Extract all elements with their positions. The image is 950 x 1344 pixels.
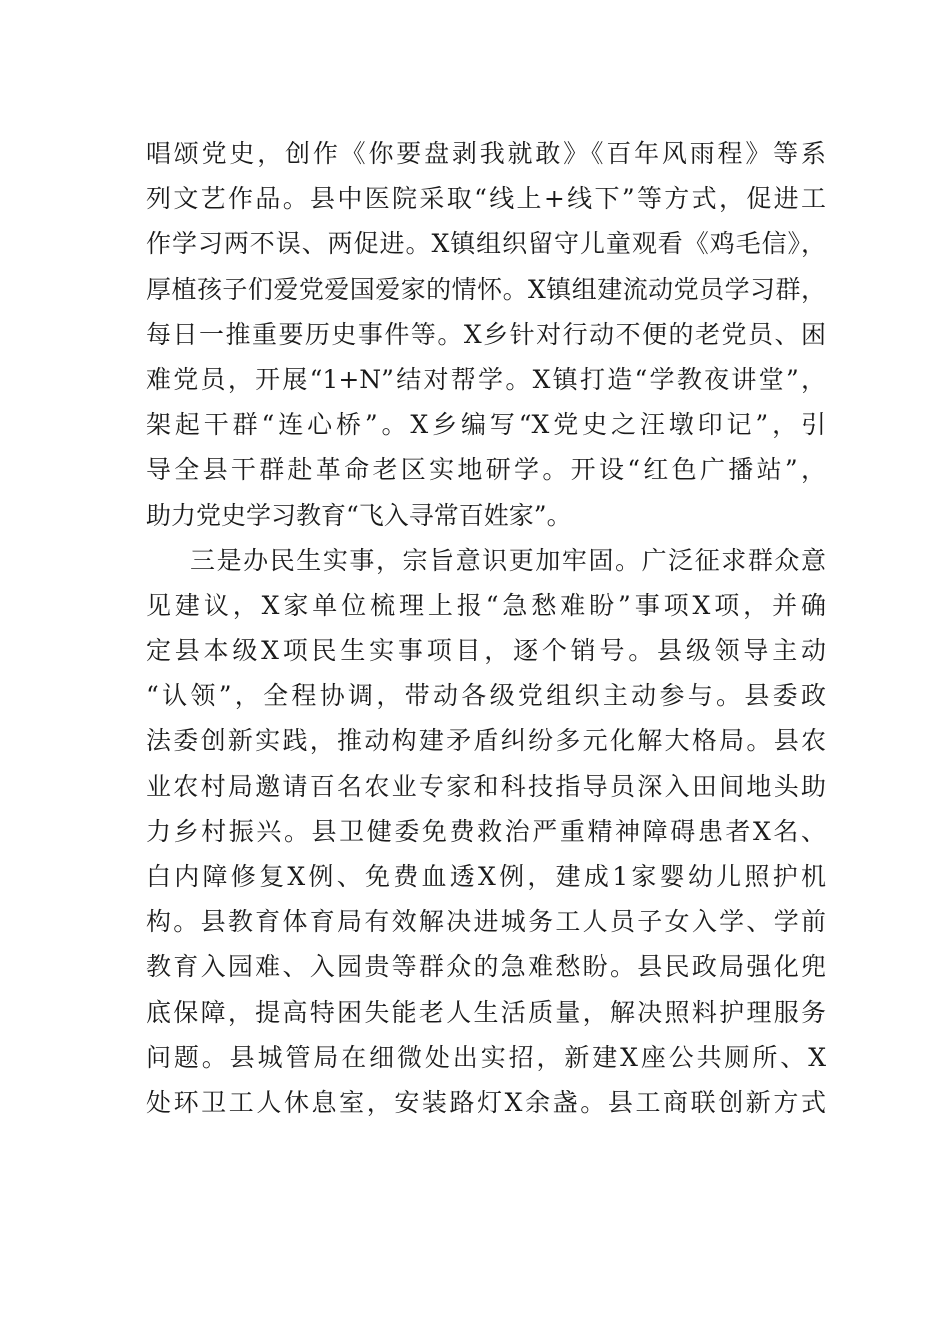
text-line-15: 业农村局邀请百名农业专家和科技指导员深入田间地头助 xyxy=(146,771,826,801)
body-text xyxy=(146,131,826,1125)
text-line-5: 每日一推重要历史事件等。X乡针对行动不便的老党员、困 xyxy=(146,319,826,349)
text-line-11: 见建议，X家单位梳理上报“急愁难盼”事项X项，并确 xyxy=(146,590,826,620)
text-line-20: 底保障，提高特困失能老人生活质量，解决照料护理服务 xyxy=(146,997,826,1027)
text-line-9: 助力党史学习教育“飞入寻常百姓家”。 xyxy=(146,500,572,530)
text-line-22: 处环卫工人休息室，安装路灯X余盏。县工商联创新方式 xyxy=(146,1087,826,1117)
text-line-3: 作学习两不误、两促进。X镇组织留守儿童观看《鸡毛信》， xyxy=(146,229,826,259)
paragraph-start-line: 三是办民生实事，宗旨意识更加牢固。广泛征求群众意 xyxy=(190,545,826,575)
text-line-8: 导全县干群赴革命老区实地研学。开设“红色广播站”， xyxy=(146,455,826,485)
text-line-14: 法委创新实践，推动构建矛盾纠纷多元化解大格局。县农 xyxy=(146,726,826,756)
text-line-7: 架起干群“连心桥”。X乡编写“X党史之汪墩印记”，引 xyxy=(146,410,826,440)
text-line-13: “认领”，全程协调，带动各级党组织主动参与。县委政 xyxy=(146,681,826,711)
text-line-16: 力乡村振兴。县卫健委免费救治严重精神障碍患者X名、 xyxy=(146,816,826,846)
text-line-12: 定县本级X项民生实事项目，逐个销号。县级领导主动 xyxy=(146,636,826,666)
text-line-1: 唱颂党史，创作《你要盘剥我就敢》《百年风雨程》等系 xyxy=(146,139,826,168)
text-line-4: 厚植孩子们爱党爱国爱家的情怀。X镇组建流动党员学习群， xyxy=(146,274,826,304)
text-line-19: 教育入园难、入园贵等群众的急难愁盼。县民政局强化兜 xyxy=(146,952,826,982)
text-line-18: 构。县教育体育局有效解决进城务工人员子女入学、学前 xyxy=(146,907,826,937)
text-line-2: 列文艺作品。县中医院采取“线上+线下”等方式，促进工 xyxy=(146,184,826,214)
text-line-17: 白内障修复X例、免费血透X例，建成1家婴幼儿照护机 xyxy=(146,862,826,891)
text-line-21: 问题。县城管局在细微处出实招，新建X座公共厕所、X xyxy=(146,1042,826,1072)
text-line-6: 难党员，开展“1+N”结对帮学。X镇打造“学教夜讲堂”， xyxy=(146,364,826,394)
